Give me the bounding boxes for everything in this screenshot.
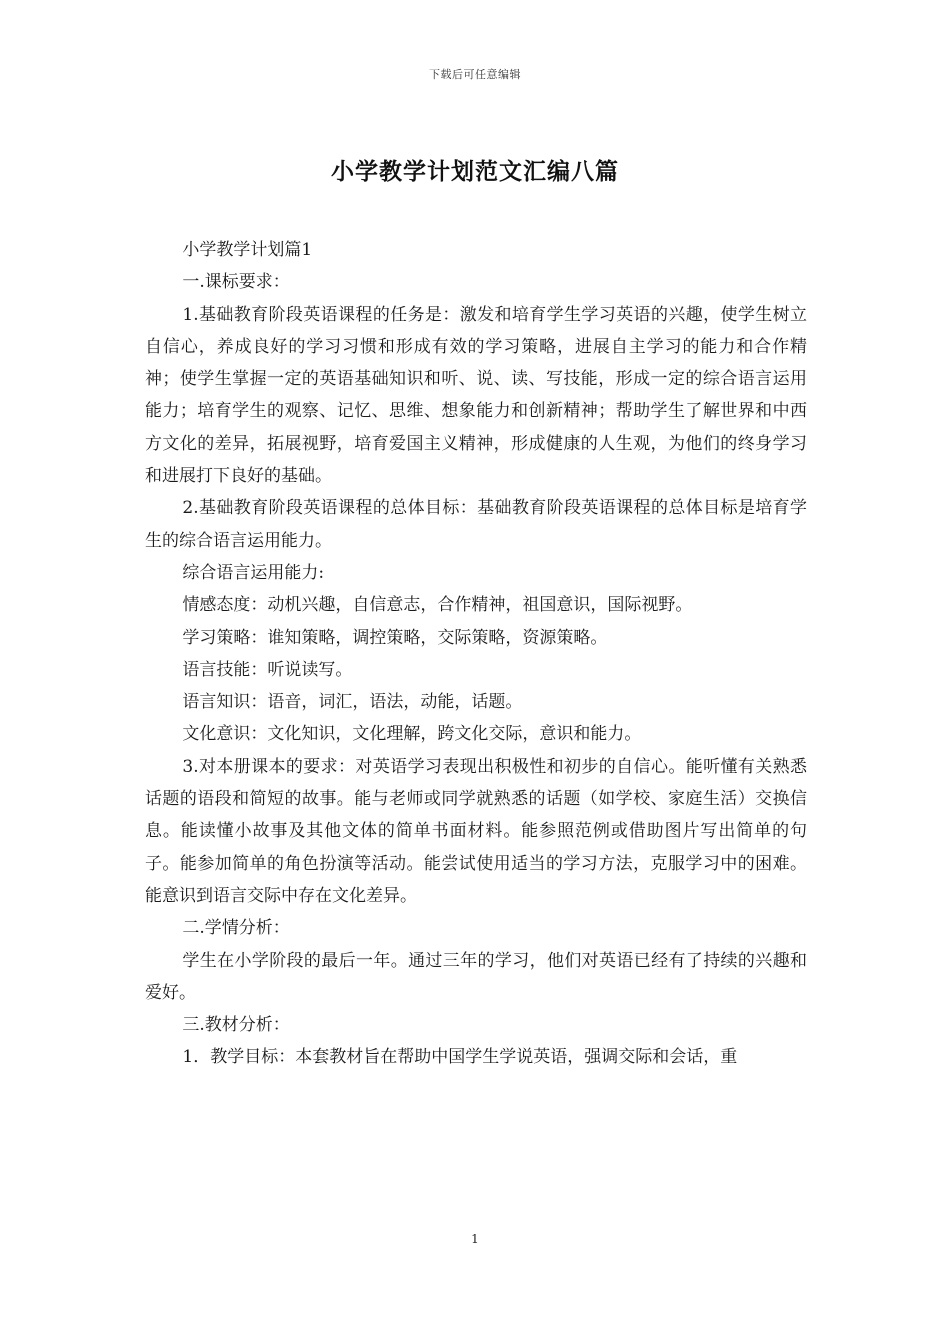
section-heading: 小学教学计划篇1 [182,240,313,260]
paragraph: 文化意识：文化知识，文化理解，跨文化交际，意识和能力。 [182,724,642,745]
paragraph: 情感态度：动机兴趣，自信意志，合作精神，祖国意识，国际视野。 [182,595,693,616]
paragraph: 学习策略：谁知策略，调控策略，交际策略，资源策略。 [182,627,608,648]
subheading: 三.教材分析： [182,1015,290,1036]
page-number: 1 [471,1232,479,1246]
document-title: 小学教学计划范文汇编八篇 [331,158,619,185]
subheading: 二.学情分析： [182,918,290,939]
header-note: 下载后可任意编辑 [429,68,521,81]
subheading: 一.课标要求： [182,272,290,293]
paragraph: 2.基础教育阶段英语课程的总体目标：基础教育阶段英语课程的总体目标是培育学生的综合语言运用能力。 [145,498,807,551]
paragraph: 语言知识：语音，词汇，语法，动能，话题。 [182,692,523,713]
paragraph: 学生在小学阶段的最后一年。通过三年的学习，他们对英语已经有了持续的兴趣和爱好。 [145,950,807,1003]
paragraph: 1．教学目标：本套教材旨在帮助中国学生学说英语，强调交际和会话，重 [182,1047,738,1068]
paragraph: 1.基础教育阶段英语课程的任务是：激发和培育学生学习英语的兴趣，使学生树立自信心，养成良好的学习习惯和形成有效的学习策略，进展自主学习的能力和合作精神；使学生掌握一定的英语基础知识和听、说、读、写技能，形成一定的综合语言运用能力；培育学生的观察、记忆、思维、想象能力和创新精神；帮助学生了解世界和中西方文化的差异，拓展视野，培育爱国主义精神，形成健康的人生观，为他们的终身学习和进展打下良好的基础。 [145,304,807,487]
paragraph: 3.对本册课本的要求：对英语学习表现出积极性和初步的自信心。能听懂有关熟悉话题的语段和简短的故事。能与老师或同学就熟悉的话题（如学校、家庭生活）交换信息。能读懂小故事及其他文体的简单书面材料。能参照范例或借助图片写出简单的句子。能参加简单的角色扮演等活动。能尝试使用适当的学习方法，克服学习中的困难。能意识到语言交际中存在文化差异。 [145,756,807,906]
document-body [145,234,807,1074]
paragraph: 综合语言运用能力: [182,562,325,583]
paragraph: 语言技能：听说读写。 [182,659,353,680]
